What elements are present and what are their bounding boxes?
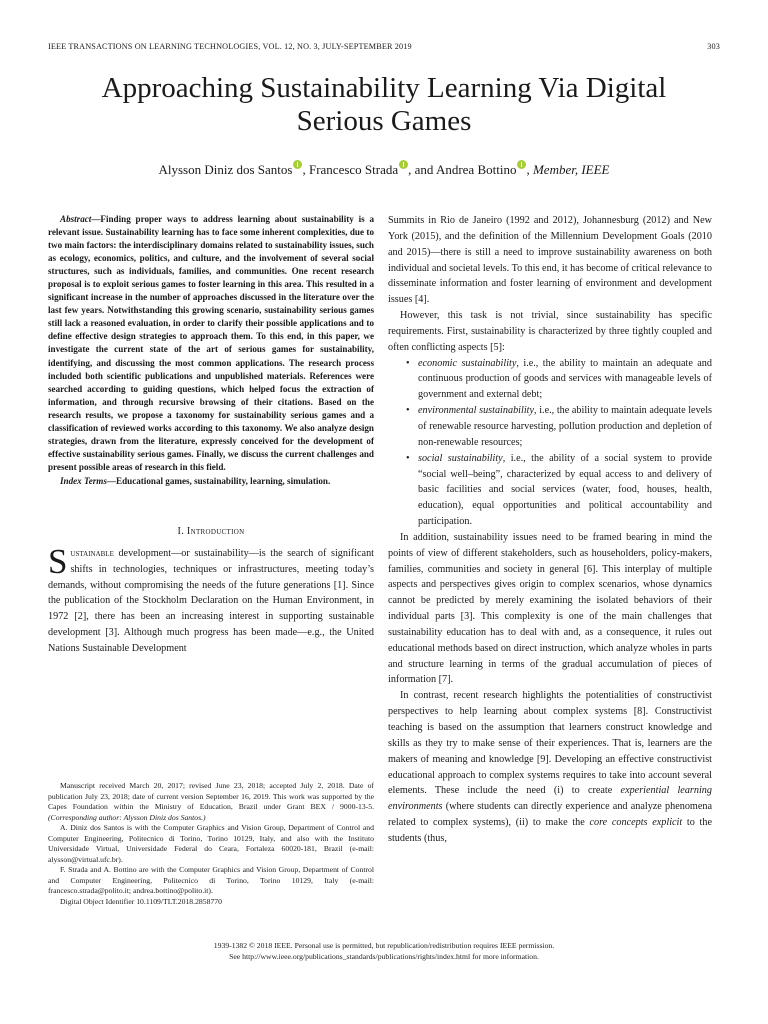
paragraph: [388, 688, 712, 846]
list-item: [408, 356, 712, 404]
section-title: Introduction: [186, 525, 245, 537]
page-number: 303: [707, 42, 720, 51]
list-item: [408, 403, 712, 451]
first-word: ustainable: [70, 547, 114, 559]
doi: Digital Object Identifier 10.1109/TLT.2018.2858770: [60, 896, 222, 906]
section-number: I.: [177, 525, 185, 537]
emphasis: core concepts explicit: [589, 817, 683, 829]
orcid-icon[interactable]: [399, 160, 408, 169]
list-item: [408, 451, 712, 530]
author-separator: ,: [526, 162, 533, 177]
paragraph-text: (where students can directly experience and analyze phenomena related to complex systems), (ii) to make the: [388, 801, 712, 829]
footnotes: [48, 781, 374, 907]
author-list: [0, 160, 768, 178]
author-name: , Francesco Strada: [302, 162, 399, 177]
abstract-text: —Finding proper ways to address learning about sustainability is a relevant issue. Sustainability learning has to face some inherent complexities, due to two main factors: the interdisciplinary domains related to sustainability issues, such as ecology, economics, politics, and culture, and the involvement of several social structures, such as individuals, families, and communities. One recent research proposal is to exploit serious games to foster learning in this area. This resulted in a significant increase in the number of approaches discussed in the literature over the last few years. Notwithstanding this growing scenario, sustainability serious games still lack a reasoned evaluation, in order to clarify their possible applications and to define effective design strategies to approach them. To this end, in this paper, we investigate the current state of the art of serious games for sustainability, identifying, and discussing the most common applications. The research process included both scientific publications and unpublished materials. References were searched according to guiding questions, which helped focus the extraction of information, and through recursive browsing of their citations. Based on the research results, we propose a taxonomy for sustainability serious games and a classification of reviewed works according to this taxonomy. We also analyze design strategies, drawn from the literature, expressly conceived for the development of effective sustainability serious games. Finally, we discuss the current challenges and present possible areas of research in this field.: [48, 214, 374, 472]
bullet-icon: •: [406, 357, 410, 369]
copyright-line: 1939-1382 © 2018 IEEE. Personal use is permitted, but republication/redistribution requires IEEE permission.: [213, 941, 555, 950]
intro-text: development—or sustainability—is the search of significant shifts in technologies, techniques or infrastructures, meeting today’s demands, without compromising the needs of the future generations [1]. Since the publication of the Stockholm Declaration on the Human Environment, in 1972 [2], there has been an increasing interest in supporting sustainable development [3]. Although much progress has been made—e.g., the United Nations Sustainable Development: [48, 547, 374, 654]
index-terms: [48, 475, 374, 488]
list-term: environmental sustainability: [418, 405, 535, 417]
abstract: [48, 213, 374, 488]
footnote-affiliation-2: F. Strada and A. Bottino are with the Computer Graphics and Vision Group, Department of Control and Computer Engineering, Politecnico di Torino, Torino 10129, Italy (e-mail: francesco.strada@polito.it; andrea.bottino@polito.it).: [48, 865, 374, 895]
corresponding-author: (Corresponding author: Alysson Diniz dos Santos.): [48, 812, 206, 822]
list-text: , i.e., the ability to maintain adequate levels of renewable resource harvesting, pollution production and depletion of non-renewable resources;: [418, 405, 712, 448]
index-terms-text: —Educational games, sustainability, learning, simulation.: [106, 475, 331, 486]
paragraph: In addition, sustainability issues need to be framed bearing in mind the points of view of different stakeholders, such as householders, policy-makers, families, communities and society in general [6]. This interplay of multiple aspects and perspectives gives origin to complex scenarios, whose dynamics cannot be predicted by merely examining the isolated behaviors of their individual parts [3]. This complexity is one of the main challenges that sustainability education has to deal with and, as a consequence, it rules out educational methods based on direct instruction, which analyze wholes in parts and structure learning in terms of the gradual accumulation of pieces of information [7].: [388, 531, 712, 686]
emphasis: experiential learning environments: [388, 785, 712, 813]
abstract-paragraph: [48, 213, 374, 474]
paragraph: However, this task is not trivial, since sustainability has specific requirements. First, sustainability is characterized by three tightly coupled and often conflicting aspects [5]:: [388, 310, 712, 353]
author-name: , and Andrea Bottino: [408, 162, 517, 177]
journal-name: IEEE TRANSACTIONS ON LEARNING TECHNOLOGIES, VOL. 12, NO. 3, JULY-SEPTEMBER 2019: [48, 42, 412, 51]
drop-cap: S: [48, 541, 68, 581]
bullet-icon: •: [406, 405, 410, 417]
list-text: , i.e., the ability of a social system to provide “social well–being”, characterized by equal access to and delivery of basic facilities and social services (water, food, houses, health, education), equal opportunities and political accountability and participation.: [418, 452, 712, 528]
intro-paragraph: [48, 541, 374, 657]
manuscript-dates: Manuscript received March 20, 2017; revised June 23, 2018; accepted July 2, 2018. Date of publication July 23, 2018; date of current version September 16, 2019. This work was supported by the Capes Foundation within the Ministry of Education, Brazil under Grant BEX / 9000-13-5.: [48, 781, 374, 811]
paper-title: [0, 72, 768, 138]
bullet-icon: •: [406, 452, 410, 464]
author-name: Alysson Diniz dos Santos: [158, 162, 293, 177]
list-term: social sustainability: [418, 452, 503, 464]
left-column: [48, 213, 374, 657]
title-line-1: Approaching Sustainability Learning Via Digital: [101, 72, 667, 104]
running-head: [48, 42, 720, 51]
title-line-2: Serious Games: [296, 105, 472, 137]
section-heading: [48, 524, 374, 540]
index-terms-label: Index Terms: [60, 475, 107, 486]
paragraph-text: In contrast, recent research highlights the potentialities of constructivist perspectives to help learning about complex systems [8]. Constructivist teaching is based on the assumption that learners construct knowledge and skills as they try to make sense of their experiences. That is, learners are the makers of meaning and knowledge [9]. Developing an effective constructivist educational approach to complex systems requires to take into account several elements. These include the need (i) to create: [388, 690, 712, 797]
paragraph-text: to the students (thus,: [388, 817, 713, 844]
list-text: , i.e., the ability to maintain an adequate and continuous production of goods and services with manageable levels of government and external debt;: [418, 357, 712, 401]
right-column: [388, 213, 712, 847]
sustainability-aspects-list: [388, 356, 712, 530]
footnote-manuscript: [48, 781, 374, 823]
member-designation: Member, IEEE: [532, 162, 610, 177]
footnote-affiliation-1: A. Diniz dos Santos is with the Computer Graphics and Vision Group, Department of Control and Computer Engineering, Politecnico di Torino, Torino 10129, Italy, and also with the Instituto Universidade Virtual, Universidade Federal do Ceara, Fortaleza 60020-181, Brazil (e-mail: alysson@virtual.ufc.br).: [48, 823, 374, 864]
intro-section: [48, 541, 374, 657]
paragraph: Summits in Rio de Janeiro (1992 and 2012), Johannesburg (2012) and New York (2015), and the definition of the Millennium Development Goals (2010 and 2015)—there is still a need to improve sustainability awareness on both individual and societal levels. To this end, it has become of critical relevance to disseminate information and foster learning of environment and development issues [4].: [388, 215, 712, 306]
list-term: economic sustainability: [418, 357, 517, 369]
rights-link[interactable]: See http://www.ieee.org/publications_standards/publications/rights/index.html for more information.: [229, 952, 539, 961]
copyright-notice: [0, 940, 768, 962]
abstract-label: Abstract: [60, 214, 92, 224]
